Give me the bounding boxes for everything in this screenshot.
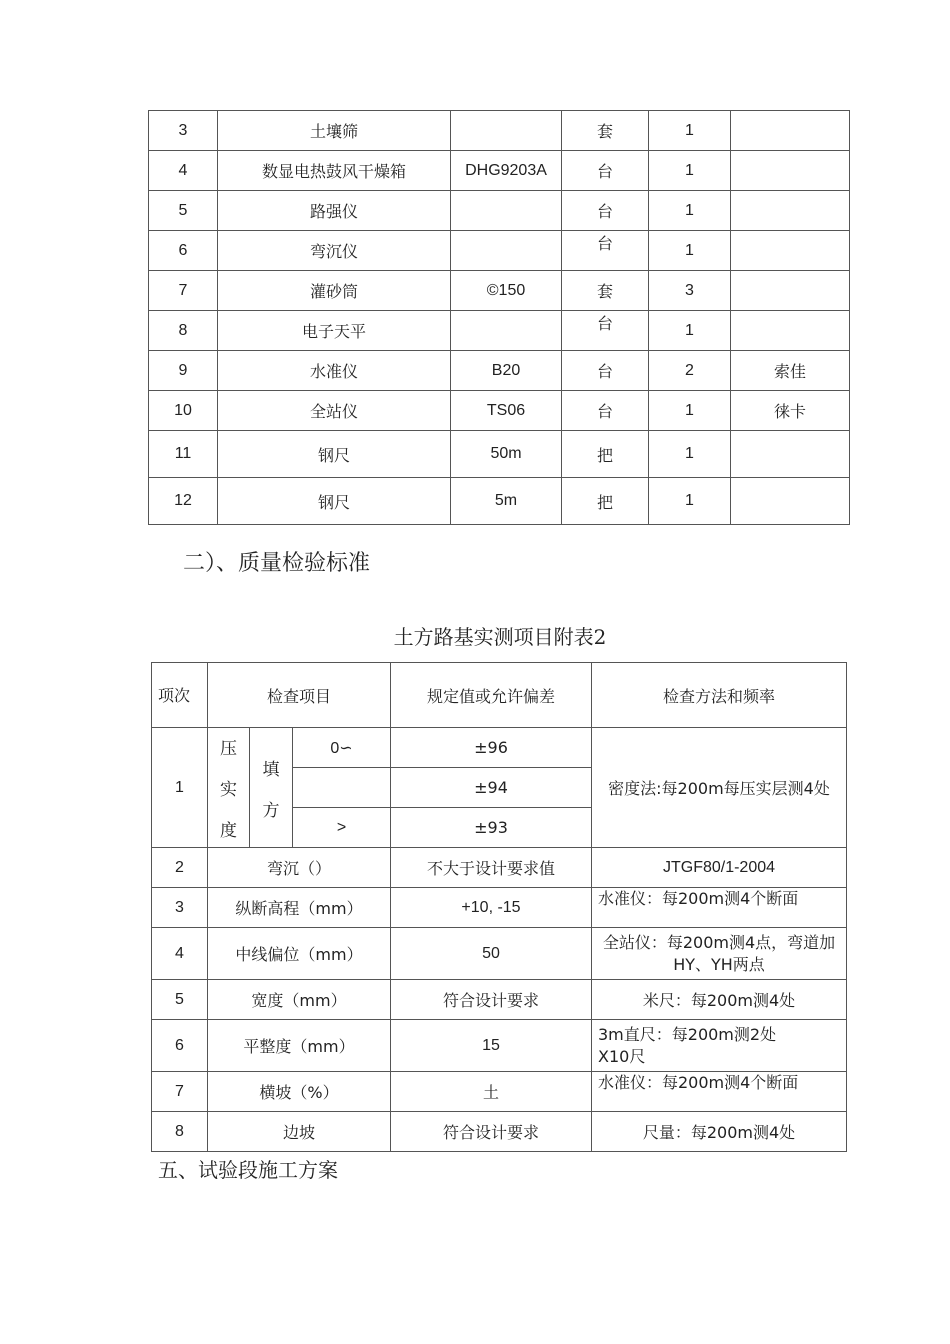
row-no: 6 <box>152 1020 208 1072</box>
depth-range <box>293 768 391 808</box>
check-spec: 符合设计要求 <box>391 980 592 1020</box>
equipment-qty: 1 <box>649 231 731 271</box>
equipment-brand: 索佳 <box>731 351 850 391</box>
equipment-brand <box>731 311 850 351</box>
table-header-row <box>152 663 847 728</box>
section-heading: 二）、质量检验标准 <box>183 551 371 576</box>
equipment-qty: 1 <box>649 431 731 478</box>
table-row <box>149 151 850 191</box>
row-no: 1 <box>152 728 208 848</box>
equipment-qty: 1 <box>649 391 731 431</box>
row-no: 9 <box>149 351 218 391</box>
depth-range: 0∽ <box>293 728 391 768</box>
compaction-value: ±94 <box>391 768 592 808</box>
header-no: 项次 <box>152 663 208 728</box>
equipment-brand <box>731 431 850 478</box>
table-row <box>149 351 850 391</box>
fill-char: 填 <box>262 759 280 780</box>
equipment-brand <box>731 478 850 525</box>
equipment-unit-text: 台 <box>596 234 613 253</box>
table-row <box>149 271 850 311</box>
check-item: 宽度（mm） <box>208 980 391 1020</box>
equipment-unit: 台 <box>562 191 649 231</box>
equipment-name: 钢尺 <box>218 478 451 525</box>
table-row <box>149 431 850 478</box>
compaction-method: 密度法:每200m每压实层测4处 <box>592 728 847 848</box>
row-no: 6 <box>149 231 218 271</box>
equipment-unit: 把 <box>562 431 649 478</box>
check-item: 边坡 <box>208 1112 391 1152</box>
equipment-model: ©150 <box>451 271 562 311</box>
check-item: 平整度（mm） <box>208 1020 391 1072</box>
equipment-unit: 套 <box>562 111 649 151</box>
table-row <box>152 848 847 888</box>
row-no: 4 <box>149 151 218 191</box>
equipment-model: B20 <box>451 351 562 391</box>
check-item: 横坡（%） <box>208 1072 391 1112</box>
check-method-text: 水准仪：每200m测4个断面 <box>598 1073 799 1092</box>
row-no: 3 <box>149 111 218 151</box>
equipment-unit <box>562 231 649 271</box>
equipment-model: 50m <box>451 431 562 478</box>
equipment-model: 5m <box>451 478 562 525</box>
fill-label <box>250 728 293 848</box>
equipment-qty: 2 <box>649 351 731 391</box>
equipment-qty: 1 <box>649 151 731 191</box>
check-method: 米尺：每200m测4处 <box>592 980 847 1020</box>
table-row <box>149 311 850 351</box>
equipment-unit-text: 台 <box>596 314 613 333</box>
equipment-unit: 把 <box>562 478 649 525</box>
check-spec: 50 <box>391 928 592 980</box>
table-row <box>149 111 850 151</box>
compaction-char: 度 <box>220 821 237 841</box>
header-method: 检查方法和频率 <box>592 663 847 728</box>
table-row <box>149 231 850 271</box>
check-method: 3m直尺：每200m测2处X10尺 <box>592 1020 847 1072</box>
equipment-qty: 1 <box>649 191 731 231</box>
equipment-brand <box>731 111 850 151</box>
compaction-label <box>208 728 250 848</box>
compaction-value: ±93 <box>391 808 592 848</box>
check-method <box>592 888 847 928</box>
equipment-name: 全站仪 <box>218 391 451 431</box>
equipment-brand <box>731 151 850 191</box>
table-row <box>152 728 847 768</box>
table-row <box>149 391 850 431</box>
equipment-name: 钢尺 <box>218 431 451 478</box>
quality-standard-table <box>151 662 847 1152</box>
check-spec: +10, -15 <box>391 888 592 928</box>
check-method: 尺量：每200m测4处 <box>592 1112 847 1152</box>
equipment-brand <box>731 231 850 271</box>
fill-char: 方 <box>262 800 280 821</box>
table-row <box>152 888 847 928</box>
row-no: 7 <box>152 1072 208 1112</box>
equipment-model <box>451 111 562 151</box>
row-no: 11 <box>149 431 218 478</box>
row-no: 10 <box>149 391 218 431</box>
table-row <box>152 1072 847 1112</box>
row-no: 4 <box>152 928 208 980</box>
equipment-qty: 1 <box>649 478 731 525</box>
table-row <box>149 191 850 231</box>
check-method-text: 水准仪：每200m测4个断面 <box>598 889 799 908</box>
depth-range: > <box>293 808 391 848</box>
check-item: 纵断高程（mm） <box>208 888 391 928</box>
row-no: 7 <box>149 271 218 311</box>
check-spec: 土 <box>391 1072 592 1112</box>
equipment-model <box>451 311 562 351</box>
check-item: 中线偏位（mm） <box>208 928 391 980</box>
equipment-qty: 1 <box>649 311 731 351</box>
equipment-name: 水准仪 <box>218 351 451 391</box>
equipment-unit <box>562 311 649 351</box>
equipment-model: DHG9203A <box>451 151 562 191</box>
compaction-char: 压 <box>220 739 237 759</box>
equipment-model <box>451 231 562 271</box>
equipment-brand <box>731 191 850 231</box>
table-row <box>152 928 847 980</box>
check-item: 弯沉（） <box>208 848 391 888</box>
equipment-name: 弯沉仪 <box>218 231 451 271</box>
table-row <box>152 980 847 1020</box>
equipment-unit: 台 <box>562 151 649 191</box>
row-no: 2 <box>152 848 208 888</box>
equipment-name: 路强仪 <box>218 191 451 231</box>
table-caption: 土方路基实测项目附表2 <box>393 625 607 649</box>
equipment-name: 灌砂筒 <box>218 271 451 311</box>
equipment-name: 电子天平 <box>218 311 451 351</box>
equipment-model: TS06 <box>451 391 562 431</box>
check-method: 全站仪：每200m测4点，弯道加HY、YH两点 <box>592 928 847 980</box>
equipment-qty: 1 <box>649 111 731 151</box>
table-row <box>152 1020 847 1072</box>
equipment-name: 土壤筛 <box>218 111 451 151</box>
row-no: 5 <box>149 191 218 231</box>
row-no: 5 <box>152 980 208 1020</box>
equipment-model <box>451 191 562 231</box>
check-method: JTGF80/1-2004 <box>592 848 847 888</box>
compaction-char: 实 <box>220 780 237 800</box>
table-row <box>152 1112 847 1152</box>
check-method <box>592 1072 847 1112</box>
check-spec: 符合设计要求 <box>391 1112 592 1152</box>
row-no: 12 <box>149 478 218 525</box>
equipment-name: 数显电热鼓风干燥箱 <box>218 151 451 191</box>
equipment-brand <box>731 271 850 311</box>
equipment-unit: 台 <box>562 351 649 391</box>
next-section-heading: 五、试验段施工方案 <box>158 1158 338 1182</box>
row-no: 8 <box>152 1112 208 1152</box>
table-row <box>149 478 850 525</box>
equipment-unit: 套 <box>562 271 649 311</box>
equipment-qty: 3 <box>649 271 731 311</box>
check-spec: 不大于设计要求值 <box>391 848 592 888</box>
check-spec: 15 <box>391 1020 592 1072</box>
header-spec: 规定值或允许偏差 <box>391 663 592 728</box>
equipment-unit: 台 <box>562 391 649 431</box>
row-no: 8 <box>149 311 218 351</box>
header-item: 检查项目 <box>208 663 391 728</box>
row-no: 3 <box>152 888 208 928</box>
compaction-value: ±96 <box>391 728 592 768</box>
equipment-table <box>148 110 850 525</box>
equipment-brand: 徕卡 <box>731 391 850 431</box>
